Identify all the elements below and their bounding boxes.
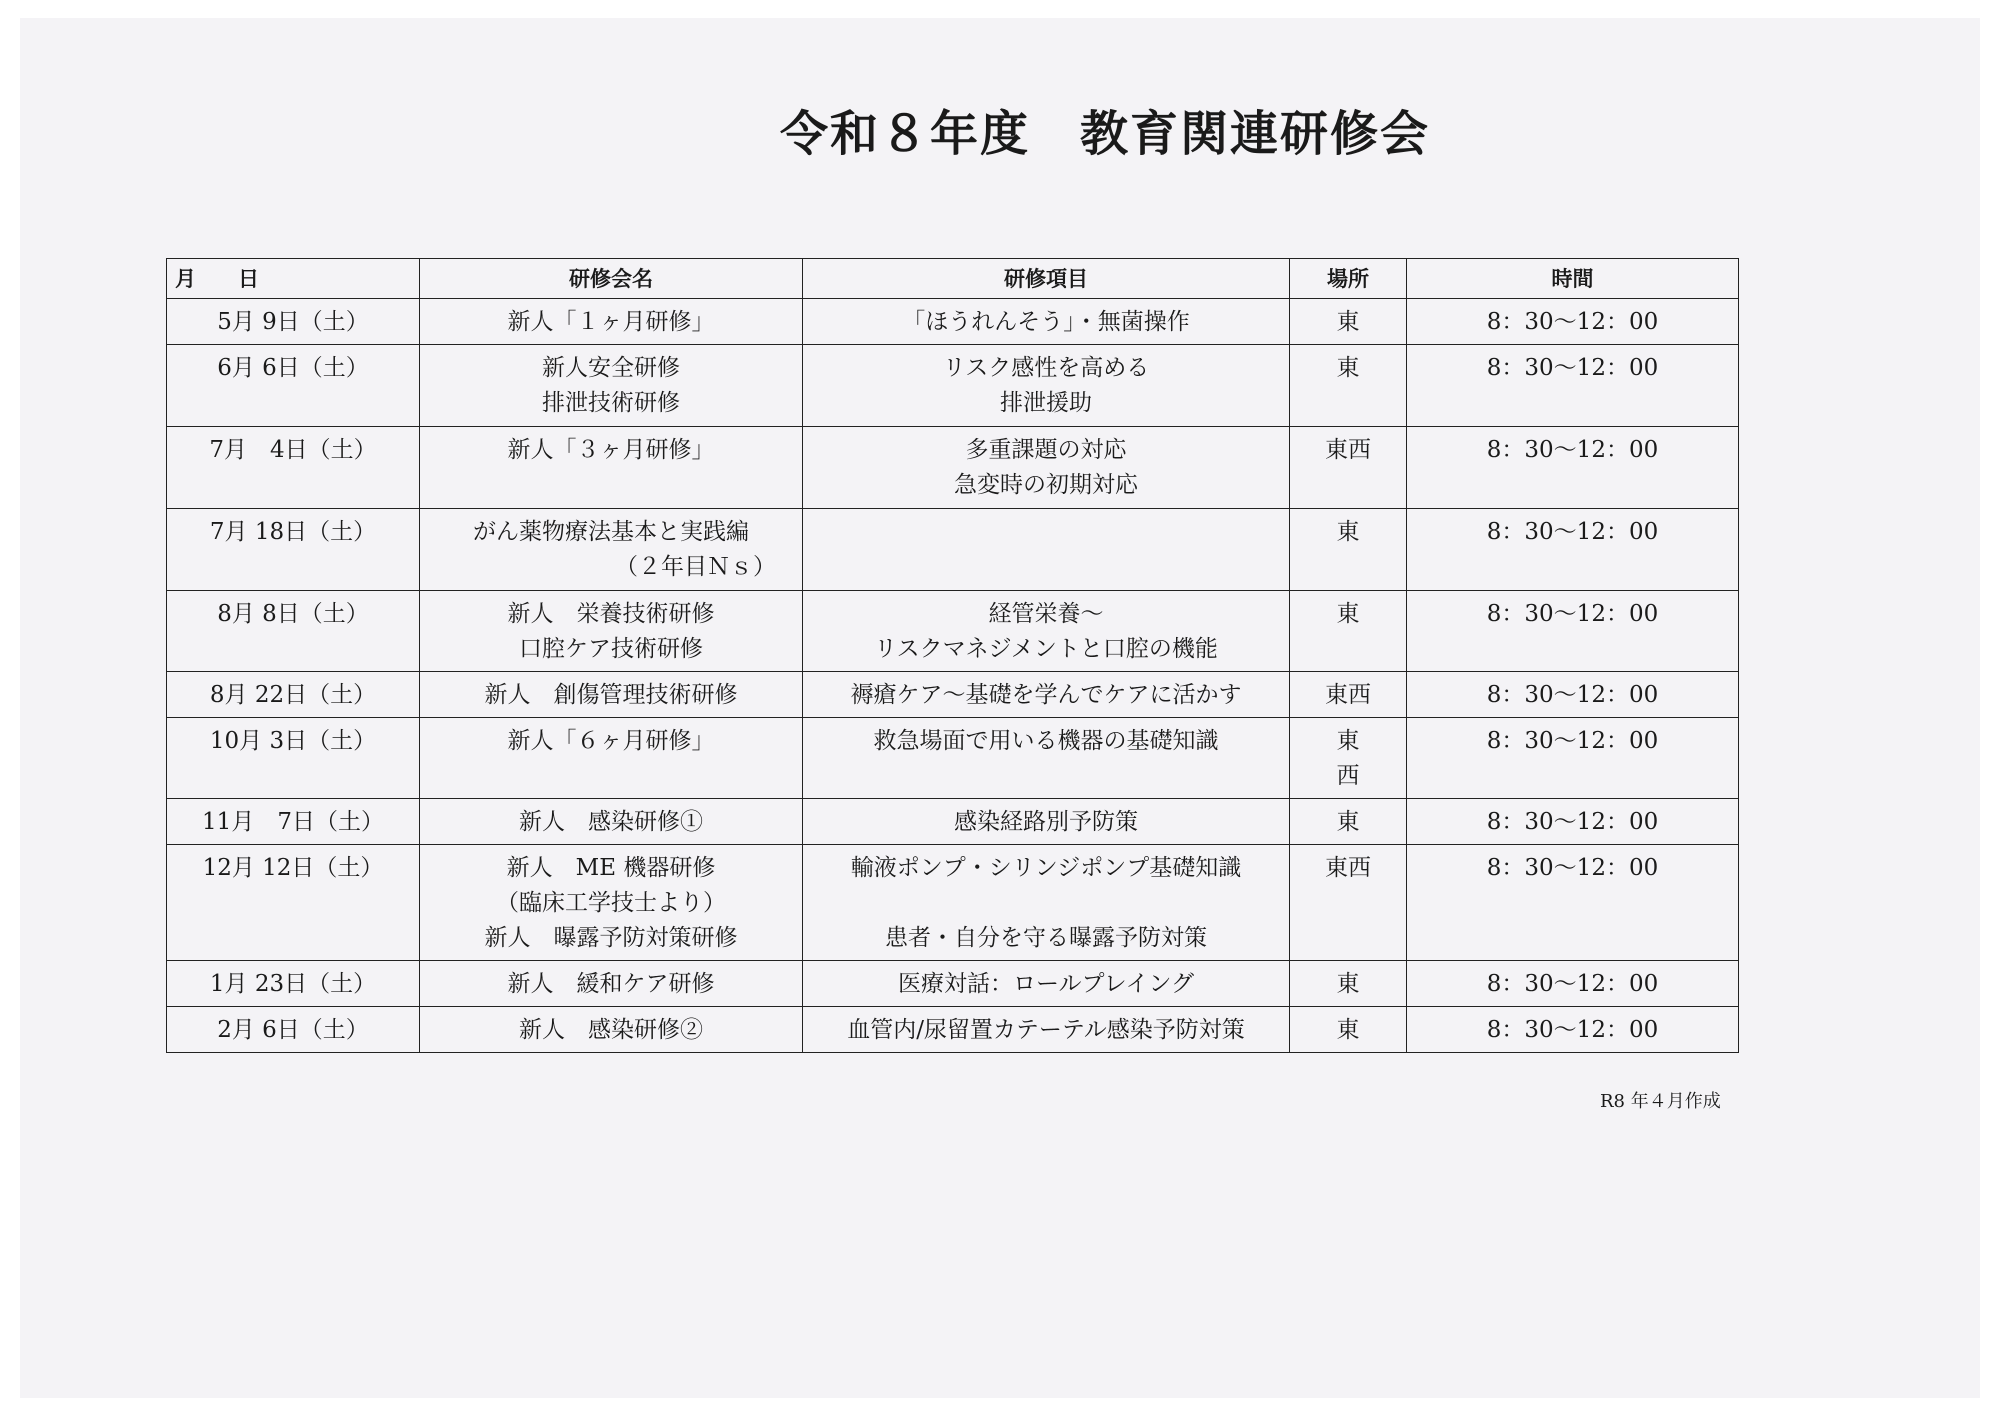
cell-line: 東 (1336, 355, 1360, 381)
cell-place (1290, 718, 1407, 799)
table-row (167, 845, 1739, 961)
created-date-note: R8 年４月作成 (1600, 1091, 1721, 1112)
table-row (167, 718, 1739, 799)
table-header-row (167, 259, 1739, 299)
cell-line: 感染経路別予防策 (954, 809, 1138, 835)
cell-place (1290, 299, 1407, 345)
cell-time: 8：30〜12：00 (1407, 718, 1739, 799)
cell-line: リスク感性を高める (942, 355, 1150, 381)
cell-line: 褥瘡ケア〜基礎を学んでケアに活かす (850, 682, 1242, 708)
cell-line (811, 886, 1281, 921)
cell-date: 1月 23日（土） (167, 961, 420, 1007)
cell-line: 患者・自分を守る曝露予防対策 (885, 925, 1207, 951)
header-time: 時間 (1407, 259, 1739, 299)
table-row (167, 345, 1739, 427)
cell-line: がん薬物療法基本と実践編 (473, 519, 749, 545)
cell-time: 8：30〜12：00 (1407, 299, 1739, 345)
cell-place (1290, 672, 1407, 718)
cell-training-name (420, 345, 803, 427)
cell-date: 6月 6日（土） (167, 345, 420, 427)
cell-training-name (420, 718, 803, 799)
cell-line: 東西 (1325, 437, 1371, 463)
cell-line: 東 (1336, 519, 1360, 545)
cell-time: 8：30〜12：00 (1407, 799, 1739, 845)
cell-date: 12月 12日（土） (167, 845, 420, 961)
cell-training-name (420, 845, 803, 961)
table-row (167, 427, 1739, 509)
cell-training-item (803, 1007, 1290, 1053)
cell-line: 医療対話：ロールプレイング (897, 971, 1194, 997)
cell-line: 口腔ケア技術研修 (519, 636, 703, 662)
cell-line: 東 (1336, 809, 1360, 835)
table-row (167, 591, 1739, 672)
cell-line: 経管栄養〜 (988, 601, 1104, 627)
cell-line: 新人「１ヶ月研修」 (507, 309, 715, 335)
cell-training-item (803, 299, 1290, 345)
cell-line: 「ほうれんそう」・無菌操作 (902, 309, 1190, 335)
cell-date: 7月 4日（土） (167, 427, 420, 509)
cell-line: 東西 (1325, 682, 1371, 708)
cell-date: 8月 8日（土） (167, 591, 420, 672)
table-row (167, 961, 1739, 1007)
cell-training-item (803, 509, 1290, 591)
cell-date: 8月 22日（土） (167, 672, 420, 718)
cell-line: 新人 ME 機器研修 (506, 855, 716, 881)
cell-place (1290, 1007, 1407, 1053)
cell-time: 8：30〜12：00 (1407, 1007, 1739, 1053)
cell-training-name (420, 299, 803, 345)
cell-line: 東 (1336, 309, 1360, 335)
cell-training-name (420, 509, 803, 591)
cell-time: 8：30〜12：00 (1407, 845, 1739, 961)
cell-date: 10月 3日（土） (167, 718, 420, 799)
cell-line: 西 (1336, 763, 1360, 789)
cell-time: 8：30〜12：00 (1407, 345, 1739, 427)
table-row (167, 1007, 1739, 1053)
cell-line: 新人 感染研修② (519, 1017, 703, 1043)
cell-training-name (420, 427, 803, 509)
cell-training-item (803, 799, 1290, 845)
cell-training-name (420, 1007, 803, 1053)
cell-line: リスクマネジメントと口腔の機能 (874, 636, 1218, 662)
cell-training-name (420, 799, 803, 845)
cell-training-item (803, 345, 1290, 427)
cell-training-name (420, 672, 803, 718)
cell-place (1290, 427, 1407, 509)
cell-line: 新人 曝露予防対策研修 (484, 925, 738, 951)
cell-training-name (420, 961, 803, 1007)
cell-line: 東 (1336, 601, 1360, 627)
cell-line: 排泄技術研修 (542, 390, 680, 416)
cell-line: 新人「６ヶ月研修」 (507, 728, 715, 754)
cell-line: 救急場面で用いる機器の基礎知識 (873, 728, 1219, 754)
table-row (167, 799, 1739, 845)
cell-training-item (803, 591, 1290, 672)
cell-place (1290, 509, 1407, 591)
cell-training-item (803, 718, 1290, 799)
cell-place (1290, 799, 1407, 845)
cell-line: 血管内/尿留置カテーテル感染予防対策 (847, 1017, 1245, 1043)
table-body (167, 299, 1739, 1053)
cell-line: 新人「３ヶ月研修」 (507, 437, 715, 463)
cell-date: 2月 6日（土） (167, 1007, 420, 1053)
table-row (167, 672, 1739, 718)
cell-line: 急変時の初期対応 (954, 472, 1138, 498)
cell-line: 新人 栄養技術研修 (507, 601, 715, 627)
cell-line: 東 (1336, 971, 1360, 997)
cell-training-item (803, 961, 1290, 1007)
header-date: 月 日 (167, 259, 420, 299)
cell-line: 新人 創傷管理技術研修 (484, 682, 738, 708)
cell-line: 新人安全研修 (542, 355, 680, 381)
cell-time: 8：30〜12：00 (1407, 672, 1739, 718)
cell-date: 5月 9日（土） (167, 299, 420, 345)
cell-line: 東 (1336, 728, 1360, 754)
cell-line: 排泄援助 (1000, 390, 1092, 416)
cell-training-item (803, 427, 1290, 509)
cell-line: （２年目Ｎｓ） (615, 554, 776, 580)
cell-line: 新人 感染研修① (519, 809, 703, 835)
header-name: 研修会名 (420, 259, 803, 299)
document-title: 令和８年度 教育関連研修会 (779, 106, 1430, 162)
cell-date: 11月 7日（土） (167, 799, 420, 845)
cell-place (1290, 345, 1407, 427)
training-schedule-table (166, 258, 1739, 1053)
cell-place (1290, 845, 1407, 961)
cell-time: 8：30〜12：00 (1407, 961, 1739, 1007)
cell-line: 多重課題の対応 (965, 437, 1127, 463)
table-row (167, 509, 1739, 591)
table-row (167, 299, 1739, 345)
cell-place (1290, 591, 1407, 672)
cell-place (1290, 961, 1407, 1007)
header-item: 研修項目 (803, 259, 1290, 299)
header-place: 場所 (1290, 259, 1407, 299)
cell-training-item (803, 672, 1290, 718)
cell-date: 7月 18日（土） (167, 509, 420, 591)
cell-line: 東西 (1325, 855, 1371, 881)
cell-time: 8：30〜12：00 (1407, 427, 1739, 509)
cell-time: 8：30〜12：00 (1407, 591, 1739, 672)
cell-line: 輸液ポンプ・シリンジポンプ基礎知識 (850, 855, 1242, 881)
cell-line: （臨床工学技士より） (496, 890, 726, 916)
cell-line: 東 (1336, 1017, 1360, 1043)
cell-training-item (803, 845, 1290, 961)
cell-line: 新人 緩和ケア研修 (507, 971, 715, 997)
cell-training-name (420, 591, 803, 672)
cell-time: 8：30〜12：00 (1407, 509, 1739, 591)
